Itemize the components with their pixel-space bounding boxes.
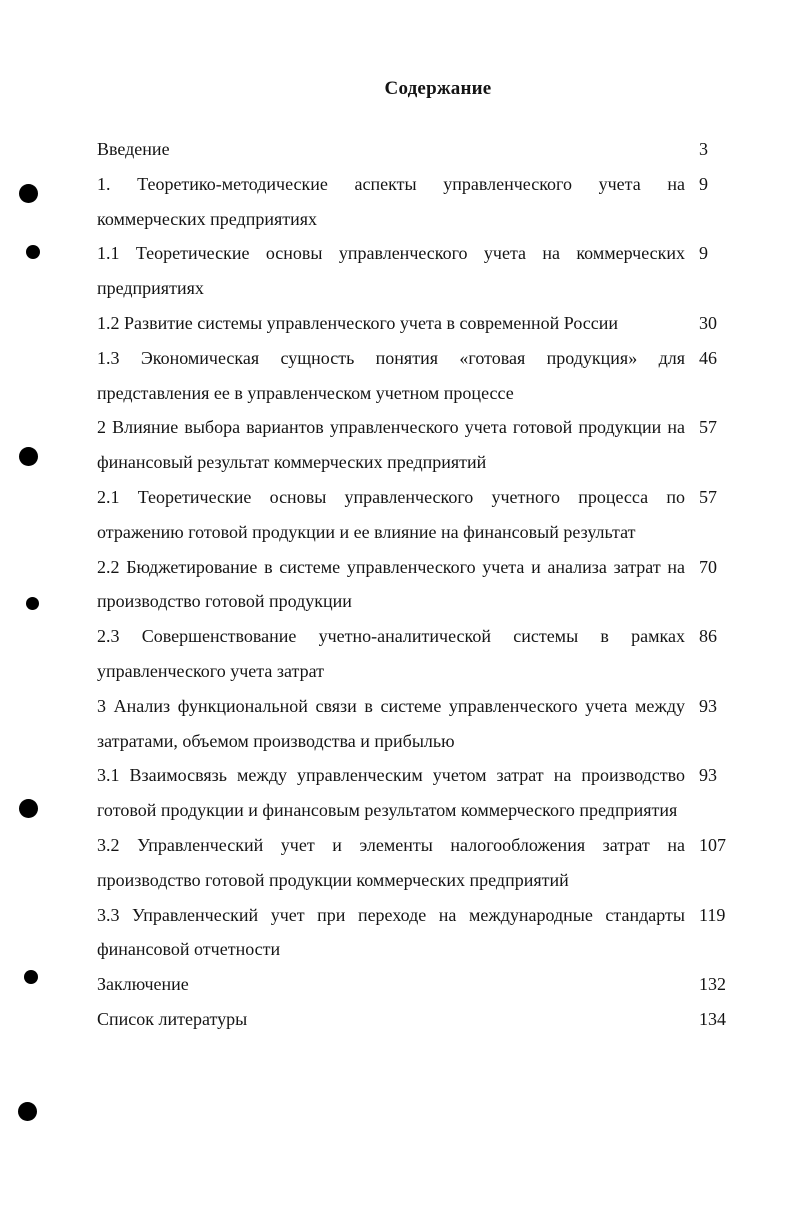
toc-entry-title: 1. Теоретико-методические аспекты управленческого учета на коммерческих предприятиях — [97, 173, 685, 229]
toc-entry-title: 1.2 Развитие системы управленческого учета в современной России — [97, 312, 619, 333]
toc-entry-title: 2 Влияние выбора вариантов управленческого учета готовой продукции на финансовый результат коммерческих предприятий — [97, 417, 685, 473]
toc-entry-title: 3 Анализ функциональной связи в системе управленческого учета между затратами, объемом производства и прибылью — [97, 695, 685, 751]
toc-entry-page: 107 — [699, 834, 726, 855]
toc-entry-2 — [97, 410, 733, 480]
toc-entry-page: 134 — [699, 1008, 726, 1029]
toc-entry-1-2 — [97, 306, 733, 341]
page-title: Содержание — [384, 78, 492, 99]
toc-entry-page: 93 — [699, 695, 717, 716]
toc-entry-page: 9 — [699, 173, 708, 194]
toc-entry-page: 119 — [699, 904, 726, 925]
toc-entry-2-2 — [97, 550, 733, 620]
toc-entry-title: Заключение — [97, 974, 189, 995]
toc-entry-page: 57 — [699, 486, 717, 507]
toc-entry-title: 2.1 Теоретические основы управленческого учетного процесса по отражению готовой продукции и ее влияние на финансовый результат — [97, 486, 685, 542]
toc-entry-page: 86 — [699, 626, 717, 647]
toc-entry-intro — [97, 132, 733, 167]
toc-entry-title: 3.1 Взаимосвязь между управленческим учетом затрат на производство готовой продукции и финансовым результатом коммерческого предприятия — [97, 765, 685, 821]
toc-entry-references — [97, 1002, 733, 1037]
binder-hole — [19, 447, 38, 466]
toc-entry-page: 9 — [699, 243, 708, 264]
table-of-contents — [97, 132, 733, 1037]
toc-entry-3-3 — [97, 898, 733, 968]
binder-hole — [26, 245, 40, 259]
toc-entry-1-1 — [97, 236, 733, 306]
toc-entry-2-1 — [97, 480, 733, 550]
toc-entry-title: 3.2 Управленческий учет и элементы налогообложения затрат на производство готовой продукции коммерческих предприятий — [97, 834, 685, 890]
toc-entry-page: 70 — [699, 556, 717, 577]
toc-entry-title: Список литературы — [97, 1008, 248, 1029]
binder-hole — [19, 799, 38, 818]
toc-entry-page: 46 — [699, 347, 717, 368]
toc-entry-1 — [97, 167, 733, 237]
toc-entry-1-3 — [97, 341, 733, 411]
toc-entry-page: 3 — [699, 139, 708, 159]
toc-entry-2-3 — [97, 619, 733, 689]
toc-entry-3-2 — [97, 828, 733, 898]
toc-entry-3-1 — [97, 758, 733, 828]
binder-hole — [19, 184, 38, 203]
toc-entry-title: 3.3 Управленческий учет при переходе на международные стандарты финансовой отчетности — [97, 904, 685, 960]
toc-entry-page: 93 — [699, 765, 717, 786]
toc-entry-3 — [97, 689, 733, 759]
toc-entry-title: 1.1 Теоретические основы управленческого учета на коммерческих предприятиях — [97, 243, 685, 299]
toc-entry-title: 2.3 Совершенствование учетно-аналитической системы в рамках управленческого учета затрат — [97, 626, 685, 681]
binder-hole — [26, 597, 39, 610]
toc-entry-conclusion — [97, 967, 733, 1002]
toc-entry-page: 30 — [699, 312, 717, 333]
toc-entry-title: 1.3 Экономическая сущность понятия «готовая продукция» для представления ее в управленческом учетном процессе — [97, 347, 685, 403]
binder-hole — [18, 1102, 37, 1121]
toc-entry-page: 57 — [699, 417, 717, 438]
toc-entry-page: 132 — [699, 974, 726, 995]
binder-hole — [24, 970, 38, 984]
toc-entry-title: 2.2 Бюджетирование в системе управленческого учета и анализа затрат на производство готовой продукции — [97, 556, 685, 612]
toc-entry-title: Введение — [97, 139, 170, 159]
